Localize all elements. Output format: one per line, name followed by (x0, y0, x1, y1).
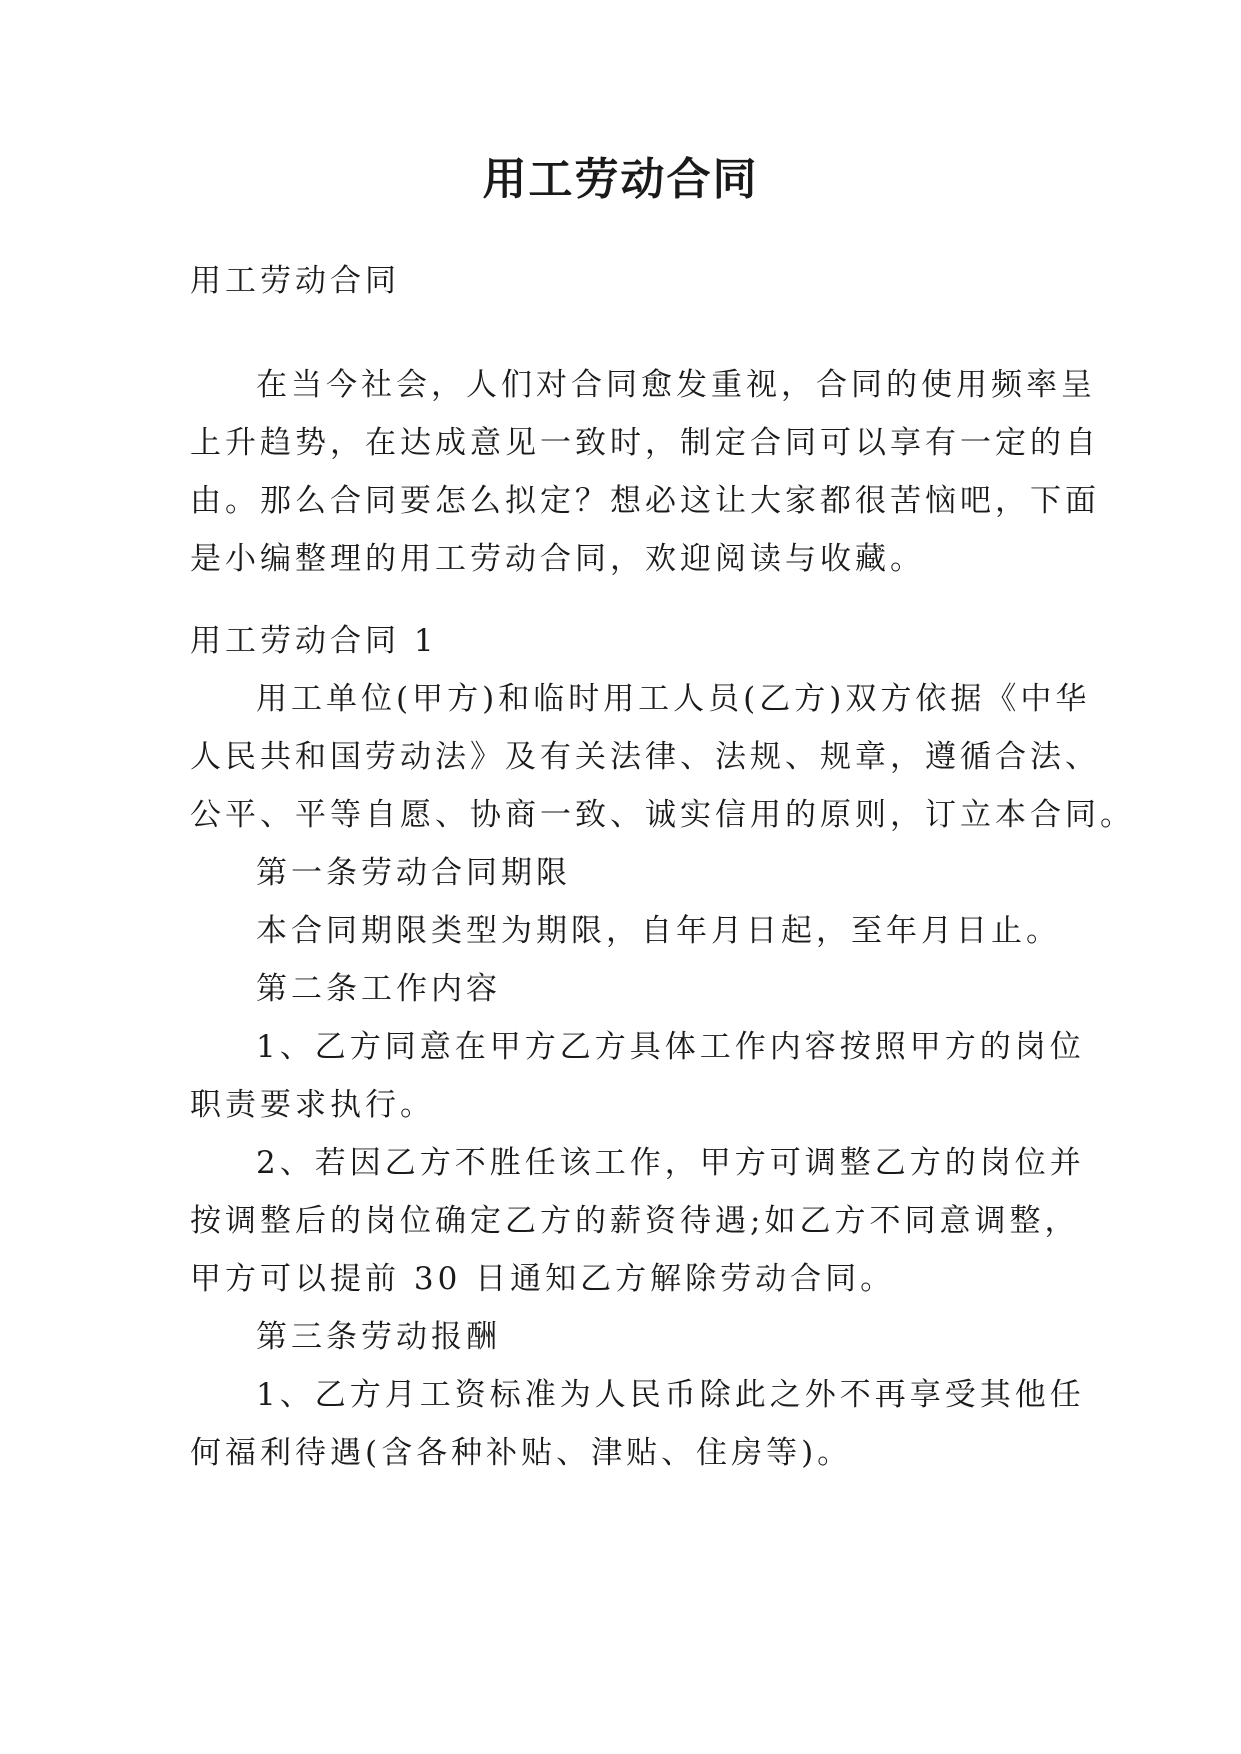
article-heading: 第三条劳动报酬 (256, 1319, 501, 1355)
intro-paragraph (190, 356, 1100, 588)
article-heading: 第二条工作内容 (256, 971, 501, 1007)
document-title: 用工劳动合同 (482, 154, 759, 205)
intro-line: 上升趋势，在达成意见一致时，制定合同可以享有一定的自 (190, 425, 1100, 461)
contract-line: 1、乙方同意在甲方乙方具体工作内容按照甲方的岗位 (256, 1029, 1085, 1065)
document-subtitle (190, 252, 1060, 310)
contract-line: 1、乙方月工资标准为人民币除此之外不再享受其他任 (256, 1377, 1085, 1413)
contract-line: 公平、平等自愿、协商一致、诚实信用的原则，订立本合同。 (190, 797, 1135, 833)
contract-line: 人民共和国劳动法》及有关法律、法规、规章，遵循合法、 (190, 739, 1100, 775)
article-heading: 第一条劳动合同期限 (256, 855, 571, 891)
contract-line: 本合同期限类型为期限，自年月日起，至年月日止。 (256, 913, 1061, 949)
contract-line: 职责要求执行。 (190, 1087, 435, 1123)
section-heading: 用工劳动合同 1 (190, 623, 438, 659)
subtitle-line: 用工劳动合同 (190, 263, 400, 299)
contract-line: 2、若因乙方不胜任该工作，甲方可调整乙方的岗位并 (256, 1145, 1085, 1181)
contract-section (190, 612, 1135, 1482)
contract-line: 何福利待遇(含各种补贴、津贴、住房等)。 (190, 1435, 853, 1471)
intro-line: 在当今社会，人们对合同愈发重视，合同的使用频率呈 (256, 367, 1096, 403)
intro-line: 是小编整理的用工劳动合同，欢迎阅读与收藏。 (190, 541, 925, 577)
contract-line: 甲方可以提前 30 日通知乙方解除劳动合同。 (190, 1261, 896, 1297)
contract-line: 用工单位(甲方)和临时用工人员(乙方)双方依据《中华 (256, 681, 1091, 717)
contract-line: 按调整后的岗位确定乙方的薪资待遇;如乙方不同意调整， (190, 1203, 1080, 1239)
intro-line: 由。那么合同要怎么拟定？想必这让大家都很苦恼吧，下面 (190, 483, 1100, 519)
